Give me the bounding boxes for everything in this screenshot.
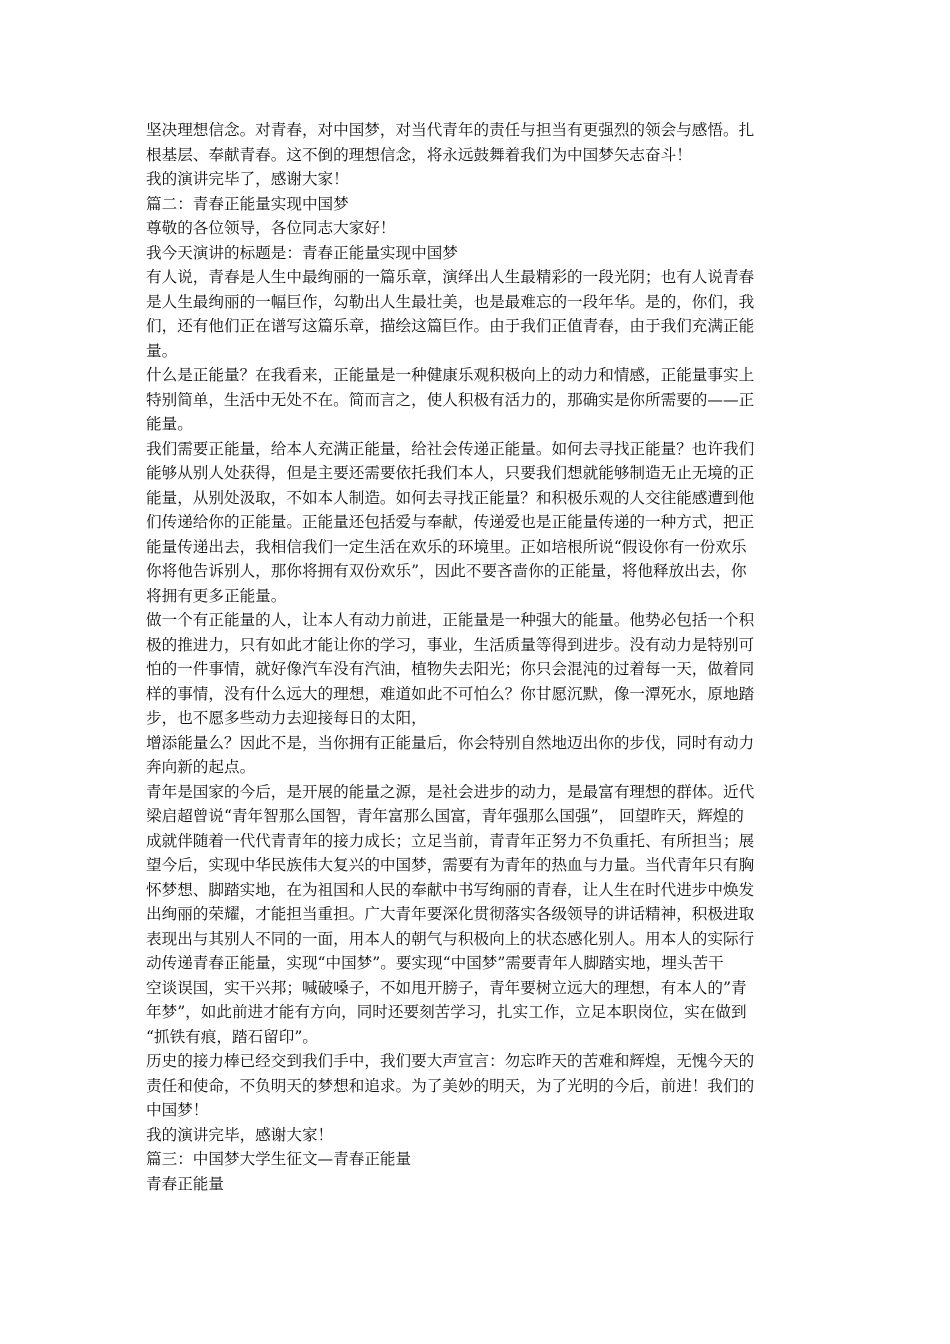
text-line: 增添能量么？因此不是，当你拥有正能量后，你会特别自然地迈出你的步伐，同时有动力 [146,733,755,752]
paragraph [146,118,806,167]
text-line: 青年是国家的今后，是开展的能量之源，是社会进步的动力，是最富有理想的群体。近代 [146,782,755,801]
paragraph [146,265,806,363]
text-line: 望今后，实现中华民族伟大复兴的中国梦，需要有为青年的热血与力量。当代青年只有胸 [146,856,755,874]
text-line: 篇二：青春正能量实现中国梦 [146,194,349,213]
text-line: 年梦”，如此前进才能有方向，同时还要刻苦学习，扎实工作，立足本职岗位，实在做到 [146,1003,747,1021]
text-line: 什么是正能量？在我看来，正能量是一种健康乐观积极向上的动力和情感，正能量事实上 [146,366,755,384]
text-line: 中国梦！ [146,1101,209,1119]
text-line: 我今天演讲的标题是：青春正能量实现中国梦 [146,243,458,262]
text-line: 我的演讲完毕了，感谢大家！ [146,170,349,188]
text-line: 有人说，青春是人生中最绚丽的一篇乐章，演绎出人生最精彩的一段光阴；也有人说青春 [146,268,755,286]
text-line: 篇三：中国梦大学生征文—青春正能量 [146,1150,412,1168]
text-line: 能量，从别处汲取，不如本人制造。如何去寻找正能量？和积极乐观的人交往能感遭到他 [146,488,755,507]
text-line: 样的事情，没有什么远大的理想，难道如此不可怕么？你甘愿沉默，像一潭死水，原地踏 [146,684,755,703]
text-line: 我的演讲完毕，感谢大家！ [146,1125,334,1144]
text-line: 空谈误国，实干兴邦；喊破嗓子，不如甩开膀子，青年要树立远大的理想，有本人的”青 [146,978,747,997]
paragraph [146,192,806,217]
text-line: 我们需要正能量，给本人充满正能量，给社会传递正能量。如何去寻找正能量？也许我们 [146,439,755,458]
text-line: 特别简单，生活中无处不在。简而言之，使人积极有活力的，那确实是你所需要的——正 [146,390,755,409]
paragraph [146,1123,806,1148]
text-line: 能量传递出去，我相信我们一定生活在欢乐的环境里。正如培根所说“假设你有一份欢乐 [146,537,747,556]
text-line: 责任和使命，不负明天的梦想和追求。为了美妙的明天，为了光明的今后，前进！我们的 [146,1076,755,1095]
text-line: 你将他告诉别人，那你将拥有双份欢乐”，因此不要吝啬你的正能量，将他释放出去，你 [146,562,747,580]
paragraph [146,608,806,731]
paragraph [146,167,806,192]
paragraph [146,1049,806,1123]
text-line: 梁启超曾说“青年智那么国智，青年富那么国富，青年强那么国强”， 回望昨天，辉煌的 [146,807,744,825]
text-line: 怕的一件事情，就好像汽车没有汽油，植物失去阳光；你只会混沌的过着每一天，做着同 [146,660,755,678]
text-line: 将拥有更多正能量。 [146,586,287,605]
text-line: 历史的接力棒已经交到我们手中，我们要大声宣言：勿忘昨天的苦难和辉煌，无愧今天的 [146,1052,755,1070]
paragraph [146,216,806,241]
paragraph [146,241,806,266]
text-line: 出绚丽的荣耀，才能担当重担。广大青年要深化贯彻落实各级领导的讲话精神，积极进取 [146,905,755,923]
text-line: 们传递给你的正能量。正能量还包括爱与奉献，传递爱也是正能量传递的一种方式，把正 [146,513,755,531]
paragraph [146,731,806,780]
text-line: 量。 [146,341,178,360]
text-line: 根基层、奉献青春。这不倒的理想信念，将永远鼓舞着我们为中国梦矢志奋斗！ [146,145,692,164]
text-line: 做一个有正能量的人，让本人有动力前进，正能量是一种强大的能量。他势必包括一个积 [146,611,755,629]
paragraph [146,780,806,1050]
text-line: 是人生最绚丽的一幅巨作，勾勒出人生最壮美，也是最难忘的一段年华。是的，你们，我 [146,292,755,311]
text-line: 表现出与其别人不同的一面，用本人的朝气与积极向上的状态感化别人。用本人的实际行 [146,929,755,948]
text-line: 能够从别人处获得，但是主要还需要依托我们本人，只要我们想就能够制造无止无境的正 [146,464,755,482]
text-line: 尊敬的各位领导，各位同志大家好！ [146,219,396,237]
text-line: 坚决理想信念。对青春，对中国梦，对当代青年的责任与担当有更强烈的领会与感悟。扎 [146,121,755,139]
text-line: “抓铁有痕，踏石留印”。 [146,1027,318,1046]
text-line: 成就伴随着一代代青青年的接力成长；立足当前，青青年正努力不负重托、有所担当；展 [146,831,755,850]
paragraph [146,363,806,437]
paragraph [146,1147,806,1172]
text-line: 们，还有他们正在谱写这篇乐章，描绘这篇巨作。由于我们正值青春，由于我们充满正能 [146,317,755,335]
paragraph [146,437,806,609]
text-line: 能量。 [146,415,193,433]
text-line: 青春正能量 [146,1174,224,1193]
text-line: 步，也不愿多些动力去迎接每日的太阳， [146,709,427,727]
text-line: 动传递青春正能量，实现“中国梦”。要实现“中国梦”需要青年人脚踏实地，埋头苦干 [146,954,724,972]
text-line: 极的推进力，只有如此才能让你的学习，事业，生活质量等得到进步。没有动力是特别可 [146,635,755,654]
paragraph [146,1172,806,1197]
document-body [146,118,806,1196]
text-line: 怀梦想、脚踏实地，在为祖国和人民的奉献中书写绚丽的青春，让人生在时代进步中焕发 [146,880,755,899]
text-line: 奔向新的起点。 [146,758,256,776]
